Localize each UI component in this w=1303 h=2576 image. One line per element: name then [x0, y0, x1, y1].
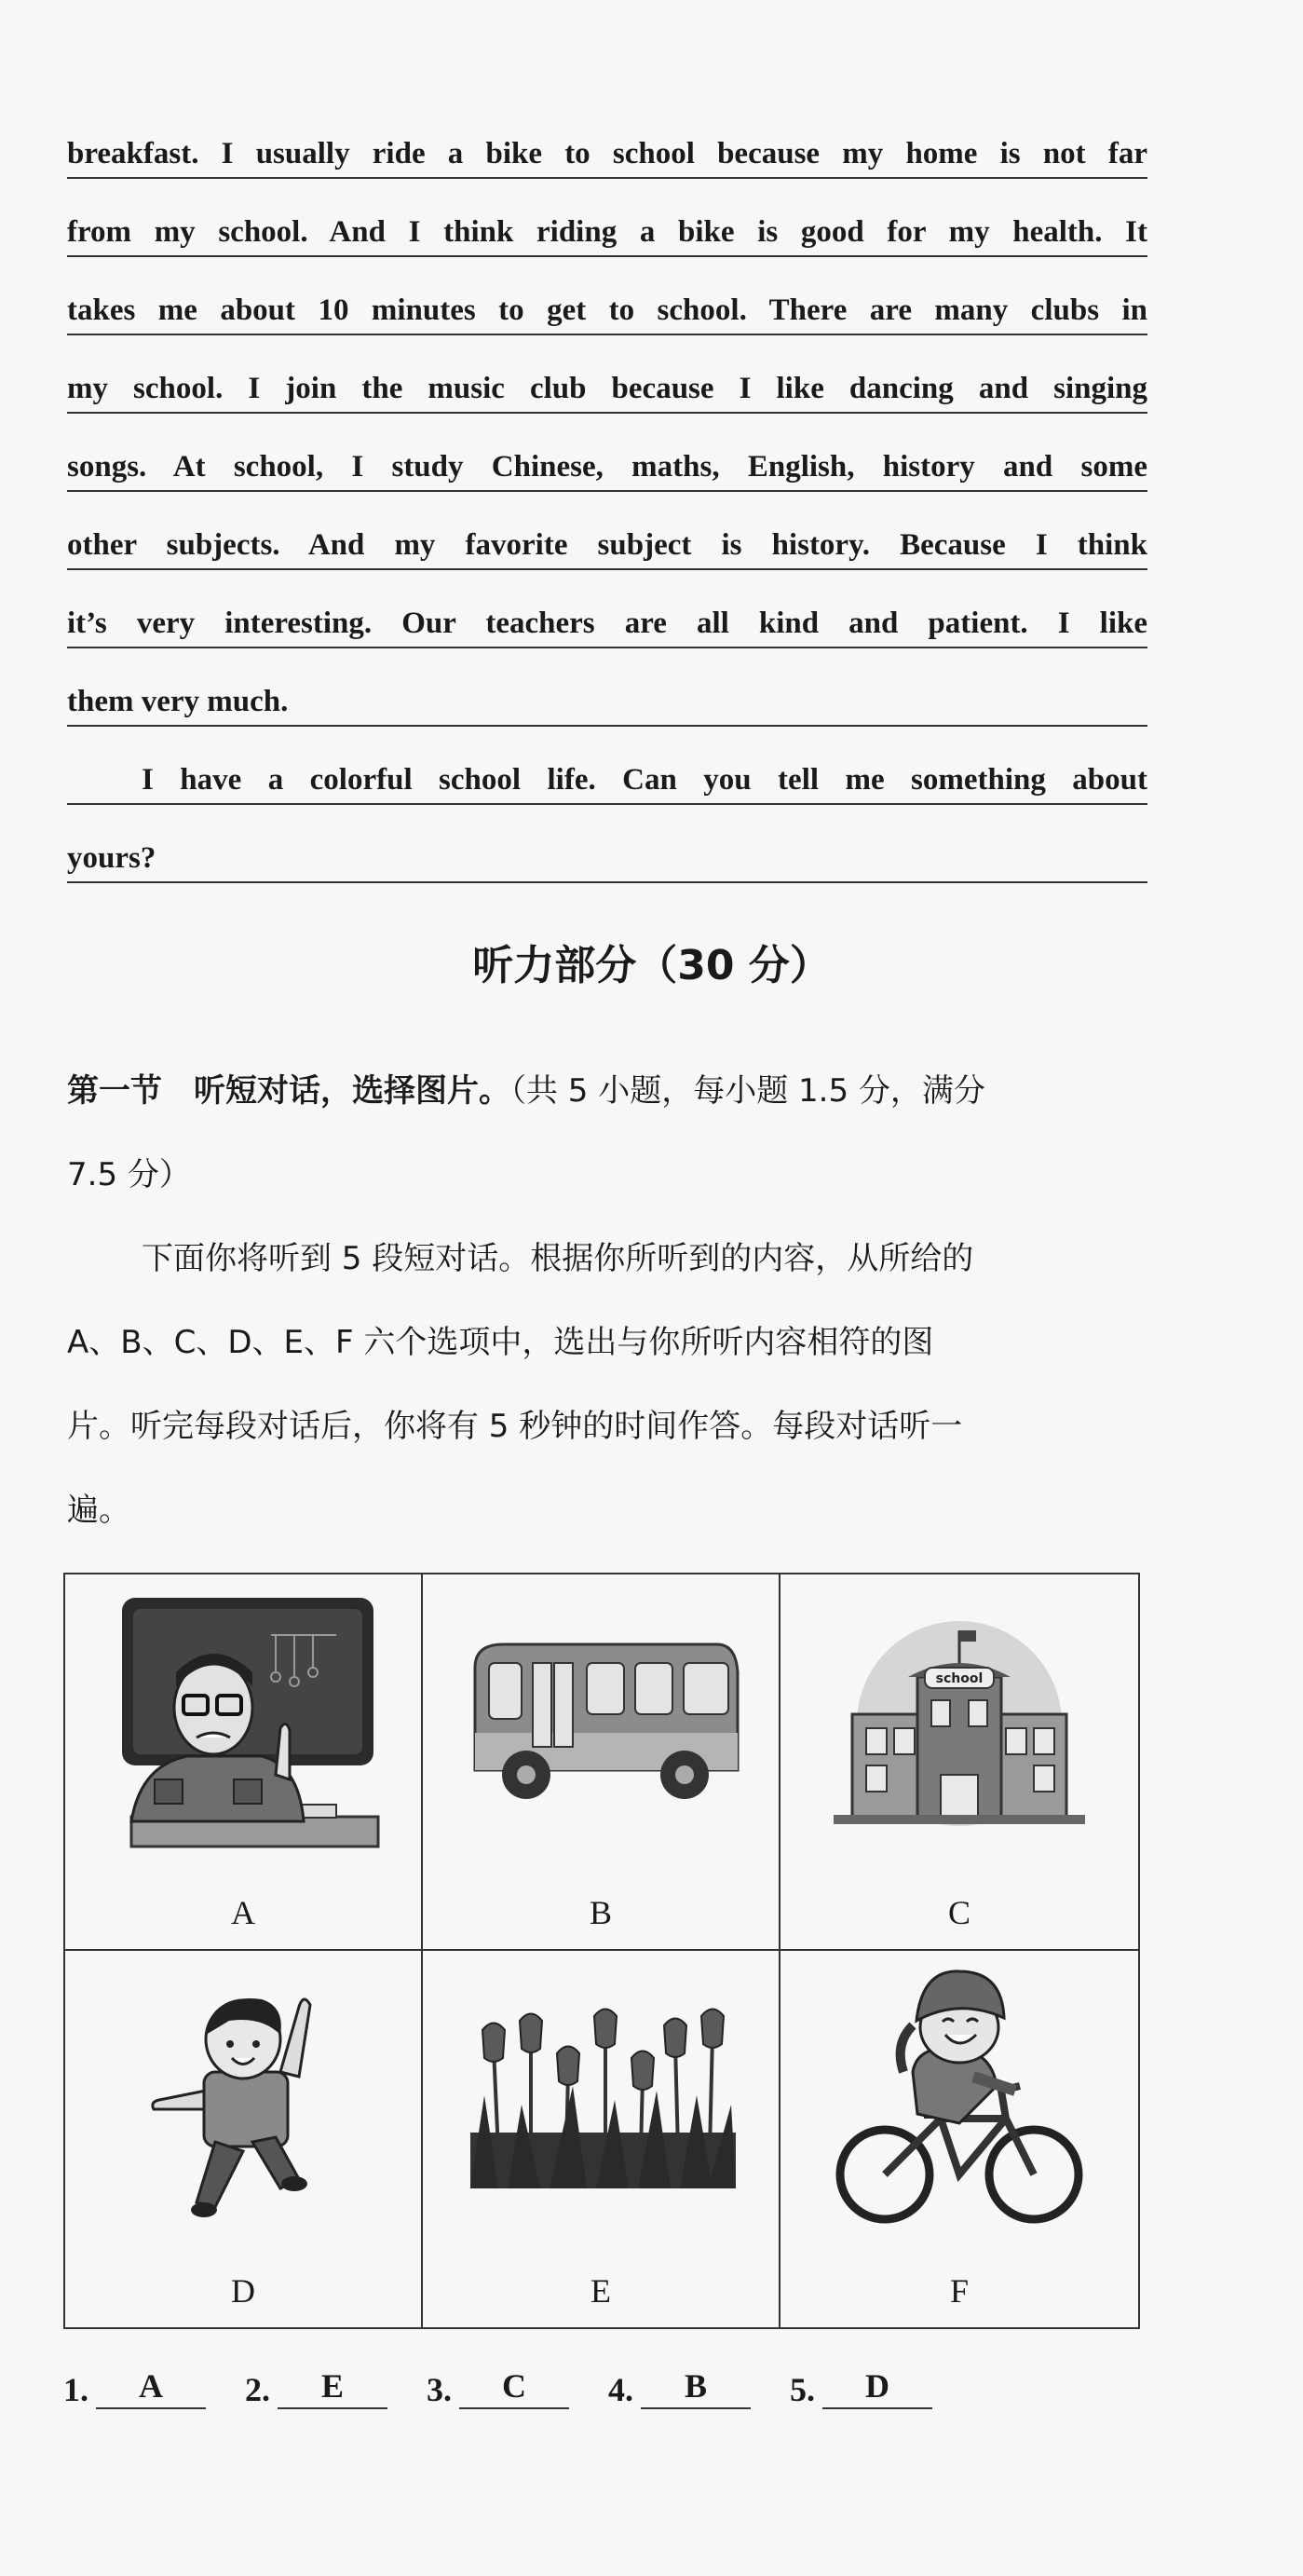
answer-item: 1. A — [63, 2366, 206, 2409]
bus-icon — [456, 1630, 745, 1817]
part1-heading: 第一节 听短对话，选择图片。 — [67, 1072, 510, 1110]
answer-blank[interactable]: C — [459, 2366, 569, 2409]
answer-blank[interactable]: D — [822, 2366, 932, 2409]
option-label: E — [590, 2272, 611, 2310]
essay-text — [67, 101, 1147, 883]
answer-item: 3. C — [427, 2366, 569, 2409]
essay-line: breakfast. I usually ride a bike to school because my home is not far — [67, 101, 1147, 179]
answer-blank[interactable]: A — [96, 2366, 206, 2409]
picture-option-a — [65, 1574, 423, 1951]
answer-item: 5. D — [790, 2366, 932, 2409]
part1-para-line: 遍。 — [67, 1492, 130, 1529]
answer-row — [63, 2366, 971, 2409]
answer-blank[interactable]: B — [641, 2366, 751, 2409]
girl-riding-bike-icon — [820, 1960, 1099, 2240]
essay-line: them very much. — [67, 648, 1147, 727]
essay-line: songs. At school, I study Chinese, maths, English, history and some — [67, 414, 1147, 492]
part1-para-line: 下面你将听到 5 段短对话。根据你所听到的内容，从所给的 — [142, 1240, 974, 1277]
essay-line: other subjects. And my favorite subject is history. Because I think — [67, 492, 1147, 570]
essay-line: from my school. And I think riding a bike is good for my health. It — [67, 179, 1147, 257]
school-building-icon — [815, 1612, 1104, 1835]
teacher-icon — [103, 1588, 383, 1859]
answer-blank[interactable]: E — [278, 2366, 387, 2409]
essay-line: it’s very interesting. Our teachers are all kind and patient. I like — [67, 570, 1147, 648]
school-sign: school — [935, 1671, 984, 1686]
jumping-boy-icon — [141, 1960, 346, 2240]
essay-line: my school. I join the music club because I like dancing and singing — [67, 335, 1147, 414]
picture-option-b — [423, 1574, 780, 1951]
option-label: A — [231, 1894, 255, 1931]
part1-note: （共 5 小题，每小题 1.5 分，满分 — [510, 1072, 985, 1110]
answer-item: 4. B — [608, 2366, 751, 2409]
picture-option-d — [65, 1951, 423, 2327]
option-label: C — [947, 1894, 970, 1931]
part1-note-cont: 7.5 分） — [67, 1156, 191, 1193]
answer-item: 2. E — [245, 2366, 387, 2409]
essay-line: I have a colorful school life. Can you tell me something about — [67, 727, 1147, 805]
picture-grid — [63, 1573, 1140, 2329]
option-label: D — [231, 2272, 255, 2310]
section-title: 听力部分（30 分） — [472, 942, 831, 989]
tulips-icon — [456, 1993, 745, 2207]
part1-para-line: 片。听完每段对话后，你将有 5 秒钟的时间作答。每段对话听一 — [67, 1408, 963, 1445]
picture-option-f — [780, 1951, 1138, 2327]
part1-para-line: A、B、C、D、E、F 六个选项中，选出与你所听内容相符的图 — [67, 1324, 934, 1361]
picture-option-c — [780, 1574, 1138, 1951]
essay-line: takes me about 10 minutes to get to school. There are many clubs in — [67, 257, 1147, 335]
option-label: B — [589, 1894, 612, 1931]
option-label: F — [949, 2272, 970, 2310]
essay-line: yours? — [67, 805, 1147, 883]
part1-instructions — [67, 1049, 1147, 1552]
picture-option-e — [423, 1951, 780, 2327]
